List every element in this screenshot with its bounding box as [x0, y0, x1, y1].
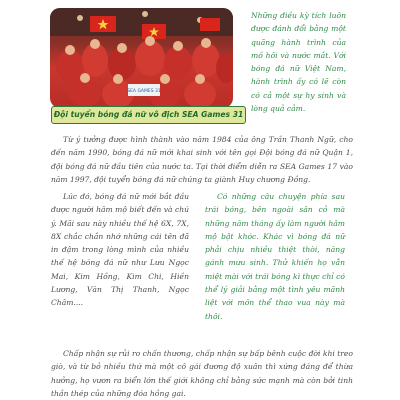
- board-text: SEA GAMES 31: [127, 89, 161, 94]
- closing-paragraph: Chấp nhận sự rủi ro chấn thương, chấp nhận sự bấp bênh cuộc đời khi treo giò, và từ bỏ nhiều thứ mà một cô gái đương độ xuân thì xứng đáng để thừa hưởng, họ vươn ra biển lớn thế giới không chỉ bằng sức mạnh mà còn bởi tinh thần thép của những đóa hồng gai.: [51, 349, 353, 398]
- photo-caption: Đội tuyển bóng đá nữ vô địch SEA Games 31: [51, 106, 246, 124]
- history-paragraph: Từ ý tưởng được hình thành vào năm 1984 của ông Trần Thanh Ngữ, cho đến năm 1990, bóng đá nữ mới khai sinh với tên gọi Đội bóng đá nữ Quận 1, đội bóng đá nữ đầu tiên của nước ta. Tại thời điểm diễn ra SEA Games 17 vào năm 1997, đội tuyển bóng đá nữ chúng ta giành Huy chương Đồng.: [51, 135, 353, 184]
- left-column-paragraph: Lúc đó, bóng đá nữ mới bắt đầu được người hâm mộ biết đến và chú ý. Mãi sau này nhiều thế hệ 6X, 7X, 8X chắc chắn nhớ những cái tên đã in đậm trong lòng mình của nhiều thế hệ bóng đá nữ như Lưu Ngọc Mai, Kim Hồng, Kim Chi, Hiền Lương, Văn Thị Thanh, Ngọc Châm....: [51, 192, 189, 308]
- team-photo-illustration: [50, 8, 233, 108]
- team-photo: [50, 8, 233, 108]
- right-column-paragraph: Có những câu chuyện phía sau trái bóng, bên ngoài sân cỏ mà những năm tháng ấy làm người hâm mộ bật khóc. Khác vì bóng đá nữ phải chịu nhiều thiệt thòi, năng gánh mưu sinh. Thử khiến họ vẫn miệt mài với trái bóng kì thực chỉ có thể lý giải bằng một tình yêu mãnh liệt với môn thể thao vua này mà thôi.: [205, 192, 345, 321]
- intro-quote-paragraph: Những điều kỳ tích luôn được đánh đổi bằng một quãng hành trình của mồ hôi và nước mắt. Với bóng đá nữ Việt Nam, hành trình ấy có lẽ còn có cả một sự hy sinh và lòng quả cảm.: [251, 11, 346, 114]
